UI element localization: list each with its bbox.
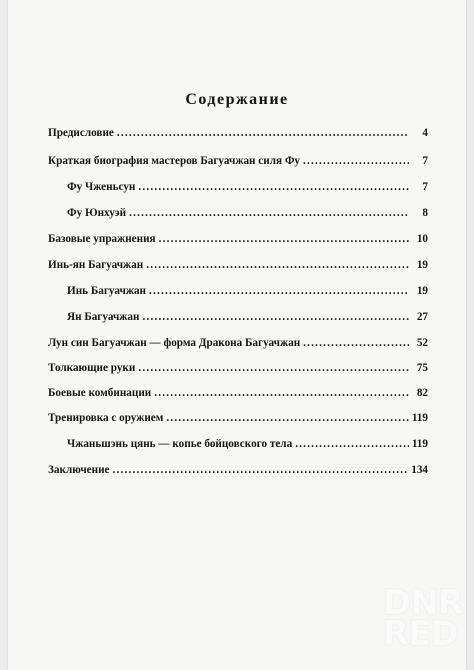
toc-entry-title: Краткая биография мастеров Багуачжан силя Фу [48, 155, 301, 167]
toc-entry-title: Чжаньшэнь цянь — копье бойцовского тела [67, 438, 293, 450]
toc-entry-page: 7 [422, 181, 428, 193]
watermark-logo [383, 583, 463, 654]
toc-subentry [67, 436, 428, 452]
toc-leader-dots [295, 436, 409, 452]
toc-subentry [67, 283, 428, 299]
toc-entry [48, 335, 428, 351]
toc-leader-dots [142, 309, 409, 325]
toc-entry [48, 410, 428, 426]
toc-leader-dots [117, 125, 409, 141]
toc-entry-page: 8 [422, 207, 428, 219]
toc-leader-dots [138, 360, 409, 376]
toc-entry [48, 462, 428, 478]
toc-leader-dots [303, 335, 409, 351]
toc-entry [48, 360, 428, 376]
toc-leader-dots [166, 410, 408, 426]
book-page [8, 0, 466, 670]
toc-entry-page: 119 [411, 438, 428, 450]
toc-subentry [67, 179, 428, 195]
page-title: Содержание [185, 91, 289, 108]
toc-leader-dots [159, 231, 409, 247]
watermark-line: DNR [383, 583, 463, 623]
toc-entry-title: Инь Багуачжан [67, 285, 146, 297]
toc-entry-title: Тренировка с оружием [48, 412, 164, 424]
toc-entry [48, 153, 428, 169]
toc-entry-title: Базовые упражнения [48, 233, 156, 245]
toc-entry-title: Фу Чженьсун [67, 181, 136, 193]
toc-entry-page: 10 [416, 233, 428, 245]
toc-entry-title: Толкающие руки [48, 362, 136, 374]
toc-entry-page: 27 [416, 311, 428, 323]
toc-entry-page: 52 [416, 337, 428, 349]
toc-entry [48, 231, 428, 247]
watermark-line: RED [383, 614, 458, 654]
toc-entry-page: 19 [416, 259, 428, 271]
toc-entry [48, 257, 428, 273]
toc-entry [48, 125, 428, 141]
toc-entry-title: Инь-ян Багуачжан [48, 259, 144, 271]
toc-entry-page: 119 [411, 412, 428, 424]
toc-entry-page: 75 [416, 362, 428, 374]
toc-subentry [67, 309, 428, 325]
toc-entry-page: 19 [416, 285, 428, 297]
toc-subentry [67, 205, 428, 221]
toc-entry-title: Фу Юнхуэй [67, 207, 127, 219]
toc-leader-dots [138, 179, 409, 195]
toc-entry-title: Боевые комбинации [48, 387, 152, 399]
toc-entry-title: Ян Багуачжан [67, 311, 140, 323]
toc-entry-page: 4 [422, 127, 428, 139]
toc-leader-dots [149, 283, 409, 299]
toc-entry-title: Лун син Багуачжан — форма Дракона Багуачжан [48, 337, 301, 349]
toc-entry-title: Заключение [48, 464, 110, 476]
toc-leader-dots [129, 205, 409, 221]
toc-leader-dots [303, 153, 409, 169]
toc-leader-dots [112, 462, 408, 478]
toc-entry-title: Предисловие [48, 127, 114, 139]
toc-entry-page: 134 [411, 464, 428, 476]
toc-leader-dots [146, 257, 409, 273]
toc-entry [48, 385, 428, 401]
toc-entry-page: 82 [416, 387, 428, 399]
toc-entry-page: 7 [422, 155, 428, 167]
toc-leader-dots [154, 385, 409, 401]
